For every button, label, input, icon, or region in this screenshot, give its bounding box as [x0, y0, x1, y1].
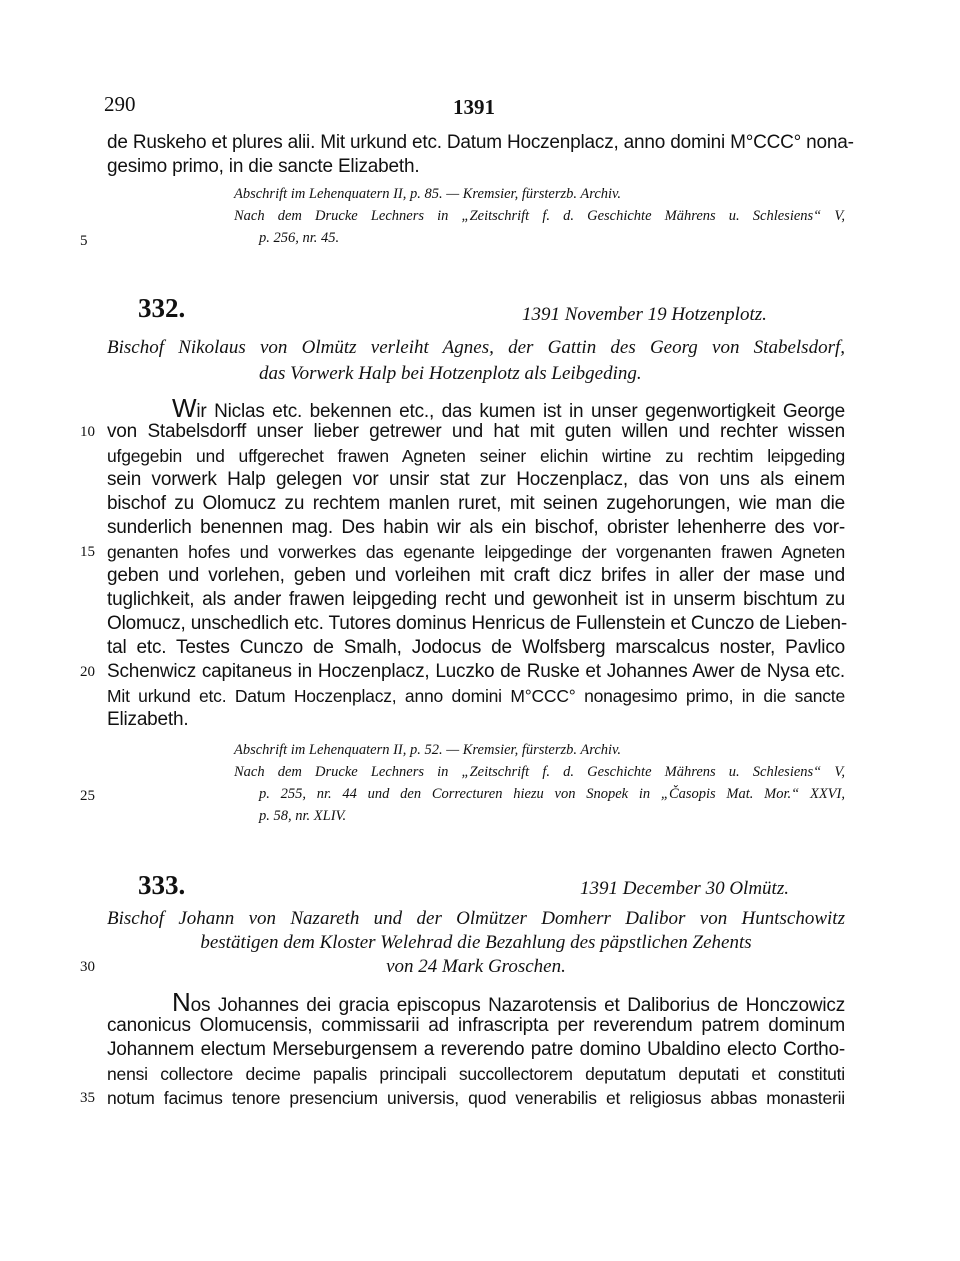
document-summary: von 24 Mark Groschen.: [386, 956, 566, 977]
text-line: Elizabeth.: [107, 709, 189, 730]
text-line: canonicus Olomucensis, commissarii ad infrascripta per reverendum patrem dominum: [107, 1015, 845, 1036]
margin-line-number: 35: [80, 1090, 95, 1106]
margin-line-number: 15: [80, 544, 95, 560]
text-line: tal etc. Testes Cunczo de Smalh, Jodocus de Wolfsberg marscalcus noster, Pavlico: [107, 637, 845, 658]
text-line: gesimo primo, in die sancte Elizabeth.: [107, 156, 420, 177]
source-note: Abschrift im Lehenquatern II, p. 85. — Kremsier, fürsterzb. Archiv.: [234, 186, 622, 202]
document-summary: bestätigen dem Kloster Welehrad die Bezahlung des päpstlichen Zehents: [200, 932, 752, 953]
initial-letter: N: [172, 987, 191, 1017]
document-date: 1391 November 19 Hotzenplotz.: [522, 304, 767, 325]
initial-letter: W: [172, 393, 197, 423]
text-line: Johannem electum Merseburgensem a reverendo patre domino Ubaldino electo Cortho-: [107, 1039, 845, 1060]
text-line: tuglichkeit, als ander frawen leipgeding recht und gewonheit ist in unserm bischtum zu: [107, 589, 845, 610]
text-line: Olomucz, unschedlich etc. Tutores dominus Henricus de Fullenstein et Cunczo de Lieben-: [107, 613, 848, 634]
text-line: sunderlich benennen mag. Des habin wir als ein bischof, obrister lehenherre des vor-: [107, 517, 845, 538]
text-line: notum facimus tenore presencium universis, quod venerabilis et religiosus abbas monasterii: [107, 1088, 845, 1108]
document-summary: das Vorwerk Halp bei Hotzenplotz als Leibgeding.: [259, 363, 642, 384]
text-line: sein vorwerk Halp gelegen vor unsir stat zur Hoczenplacz, das von uns als einem: [107, 469, 845, 490]
source-note: p. 256, nr. 45.: [259, 230, 340, 246]
source-note: Abschrift im Lehenquatern II, p. 52. — Kremsier, fürsterzb. Archiv.: [234, 742, 622, 758]
text-line: [172, 987, 845, 1017]
text-line: nensi collectore decime papalis principali succollectorem deputatum deputati et constituti: [107, 1064, 845, 1084]
text-line: bischof zu Olomucz zu rechtem manlen ruret, mit seinen zugehorungen, wie man die: [107, 493, 845, 514]
text-line: Schenwicz capitaneus in Hoczenplacz, Luczko de Ruske et Johannes Awer de Nysa etc.: [107, 661, 845, 682]
document-number: 333.: [138, 870, 186, 900]
text-line: [172, 393, 845, 423]
text-line-rest: ir Niclas etc. bekennen etc., das kumen ist in unser gegenwortigkeit George: [196, 401, 845, 422]
source-note: p. 255, nr. 44 und den Correcturen hiezu von Snopek in „Časopis Mat. Mor.“ XXVI,: [259, 786, 845, 802]
text-line: de Ruskeho et plures alii. Mit urkund etc. Datum Hoczenplacz, anno domini M°CCC° nona-: [107, 132, 854, 153]
source-note: Nach dem Drucke Lechners in „Zeitschrift f. d. Geschichte Mährens u. Schlesiens“ V,: [234, 208, 845, 224]
text-line-rest: os Johannes dei gracia episcopus Nazarotensis et Daliborius de Honczowicz: [190, 995, 845, 1016]
source-note: p. 58, nr. XLIV.: [259, 808, 347, 824]
running-header-year: 1391: [453, 95, 495, 119]
margin-line-number: 10: [80, 424, 95, 440]
margin-line-number: 25: [80, 788, 95, 804]
text-line: geben und vorlehen, geben und vorleihen mit craft dicz brifes in aller der mase und: [107, 565, 845, 586]
text-line: von Stabelsdorff unser lieber getrewer und hat mit guten willen und rechter wissen: [107, 421, 845, 442]
text-line: genanten hofes und vorwerkes das egenante leipgedinge der vorgenanten frawen Agneten: [107, 542, 845, 562]
document-number: 332.: [138, 293, 186, 323]
text-line: ufgegebin und uffgerechet frawen Agneten seiner elichin wirtine zu rechtim leipgeding: [107, 446, 845, 466]
page-number: 290: [104, 92, 136, 116]
margin-line-number: 20: [80, 664, 95, 680]
document-summary: Bischof Johann von Nazareth und der Olmützer Domherr Dalibor von Huntschowitz: [107, 908, 845, 929]
source-note: Nach dem Drucke Lechners in „Zeitschrift f. d. Geschichte Mährens u. Schlesiens“ V,: [234, 764, 845, 780]
margin-line-number: 5: [80, 233, 88, 249]
text-line: Mit urkund etc. Datum Hoczenplacz, anno domini M°CCC° nonagesimo primo, in die sancte: [107, 686, 845, 706]
document-date: 1391 December 30 Olmütz.: [580, 878, 789, 899]
margin-line-number: 30: [80, 959, 95, 975]
document-summary: Bischof Nikolaus von Olmütz verleiht Agnes, der Gattin des Georg von Stabelsdorf,: [107, 337, 845, 358]
